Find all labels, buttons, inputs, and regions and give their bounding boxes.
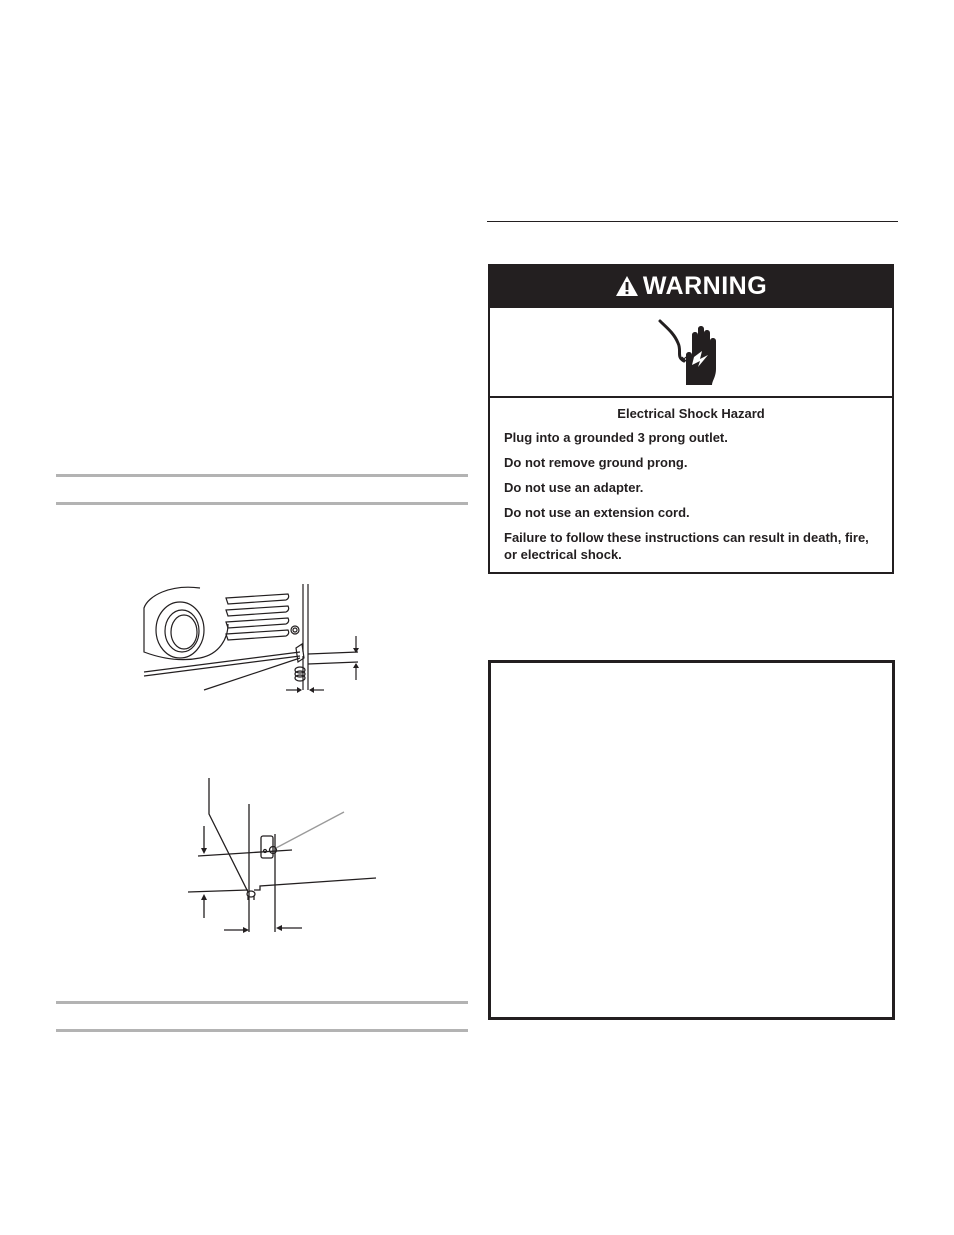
warning-title: WARNING <box>642 271 768 300</box>
hazard-title: Electrical Shock Hazard <box>617 406 765 421</box>
section-divider-right <box>487 221 898 222</box>
content-frame <box>488 660 895 1020</box>
leveling-leg-diagram-rear <box>140 578 370 700</box>
warning-line-adapter: Do not use an adapter. <box>504 480 644 495</box>
warning-line-extension-cord: Do not use an extension cord. <box>504 505 690 520</box>
leveling-leg-diagram-side <box>188 774 380 936</box>
section-heading-rule-top-1 <box>56 474 468 477</box>
electrical-shock-hand-icon <box>656 317 726 387</box>
warning-line-consequence: Failure to follow these instructions can result in death, fire, or electrical shock. <box>504 530 869 562</box>
hazard-symbol-panel <box>490 306 892 398</box>
section-heading-rule-bottom-1 <box>56 502 468 505</box>
warning-line-grounded-outlet: Plug into a grounded 3 prong outlet. <box>504 430 728 445</box>
warning-triangle-icon <box>615 275 639 297</box>
section-heading-rule-bottom-2 <box>56 1029 468 1032</box>
warning-line-ground-prong: Do not remove ground prong. <box>504 455 688 470</box>
warning-header <box>490 266 892 306</box>
warning-body <box>504 406 882 571</box>
section-heading-rule-top-2 <box>56 1001 468 1004</box>
warning-box <box>488 264 894 574</box>
